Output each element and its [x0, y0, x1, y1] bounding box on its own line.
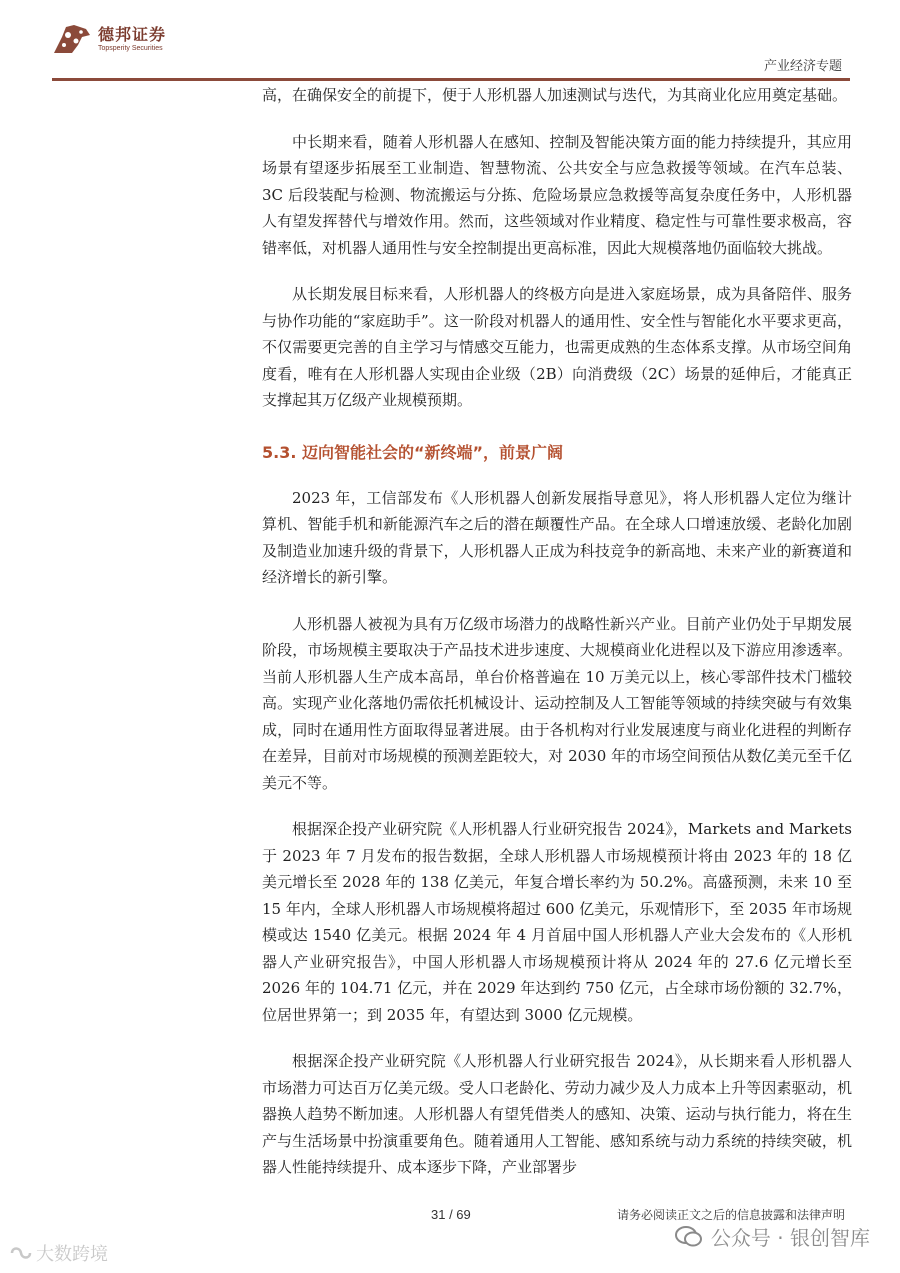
- paragraph-long-term-potential: 根据深企投产业研究院《人形机器人行业研究报告 2024》，从长期来看人形机器人市场潜力可达百万亿美元级。受人口老龄化、劳动力减少及人力成本上升等因素驱动，机器换人趋势不断加速。人形机器人有望凭借类人的感知、决策、运动与执行能力，将在生产与生活场景中扮演重要角色。随着通用人工智能、感知系统与动力系统的持续突破，机器人性能持续提升、成本逐步下降，产业部署步: [262, 1052, 852, 1176]
- watermark-logo-icon: [10, 1244, 32, 1262]
- paragraph-market-forecast: 根据深企投产业研究院《人形机器人行业研究报告 2024》，Markets and Markets 于 2023 年 7 月发布的报告数据，全球人形机器人市场规模预计将由 2023 年的 18 亿美元增长至 2028 年的 138 亿美元，年复合增长率约为 50.2%。高盛预测，未来 10 至 15 年内，全球人形机器人市场规模将超过 600 亿美元，乐观情形下，至 2035 年市场规模或达 1540 亿美元。根据 2024 年 4 月首届中国人形机器人产业大会发布的《人形机器人产业研究报告》，中国人形机器人市场规模预计将从 2024 年的 27.6 亿元增长至 2026 年的 104.71 亿元，并在 2029 年达到约 750 亿元，占全球市场份额的 32.7%，位居世界第一；到 2035 年，有望达到 3000 亿元规模。: [262, 820, 852, 1024]
- wechat-icon: [675, 1226, 703, 1248]
- watermark-text: 大数跨境: [36, 1244, 108, 1265]
- paragraph-continued: 高，在确保安全的前提下，便于人形机器人加速测试与迭代，为其商业化应用奠定基础。: [262, 86, 848, 104]
- page-number: 31 / 69: [431, 1207, 471, 1222]
- paragraph-policy: 2023 年，工信部发布《人形机器人创新发展指导意见》，将人形机器人定位为继计算机、智能手机和新能源汽车之后的潜在颠覆性产品。在全球人口增速放缓、老龄化加剧及制造业加速升级的背景下，人形机器人正成为科技竞争的新高地、未来产业的新赛道和经济增长的新引擎。: [262, 488, 852, 586]
- report-topic: 产业经济专题: [763, 59, 842, 74]
- paragraph-market-potential: 人形机器人被视为具有万亿级市场潜力的战略性新兴产业。目前产业仍处于早期发展阶段，市场规模主要取决于产品技术进步速度、大规模商业化进程以及下游应用渗透率。当前人形机器人生产成本高昂，单台价格普遍在 10 万美元以上，核心零部件技术门槛较高。实现产业化落地仍需依托机械设计、运动控制及人工智能等领域的持续突破与有效集成，同时在通用性方面取得显著进展。由于各机构对行业发展速度与商业化进程的判断存在差异，目前对市场规模的预测差距较大，对 2030 年的市场空间预估从数亿美元至千亿美元不等。: [262, 614, 852, 792]
- brand-name-cn: 德邦证券: [98, 24, 167, 44]
- wechat-watermark: [675, 1222, 870, 1251]
- legal-disclaimer: 请务必阅读正文之后的信息披露和法律声明: [616, 1208, 845, 1222]
- header-divider: [52, 78, 850, 81]
- section-heading: 5.3. 迈向智能社会的“新终端”，前景广阔: [262, 442, 564, 462]
- brand-logo: [52, 22, 292, 56]
- horse-logo-icon: [52, 23, 92, 55]
- paragraph-mid-term: 中长期来看，随着人形机器人在感知、控制及智能决策方面的能力持续提升，其应用场景有望逐步拓展至工业制造、智慧物流、公共安全与应急救援等领域。在汽车总装、3C 后段装配与检测、物流搬运与分拣、危险场景应急救援等高复杂度任务中，人形机器人有望发挥替代与增效作用。然而，这些领域对作业精度、稳定性与可靠性要求极高，容错率低，对机器人通用性与安全控制提出更高标准，因此大规模落地仍面临较大挑战。: [262, 132, 852, 257]
- corner-watermark: [10, 1240, 108, 1266]
- main-content: [262, 82, 852, 1201]
- paragraph-long-term: 从长期发展目标来看，人形机器人的终极方向是进入家庭场景，成为具备陪伴、服务与协作功能的“家庭助手”。这一阶段对机器人的通用性、安全性与智能化水平要求更高，不仅需要更完善的自主学习与情感交互能力，也需更成熟的生态体系支撑。从市场空间角度看，唯有在人形机器人实现由企业级（2B）向消费级（2C）场景的延伸后，才能真正支撑起其万亿级产业规模预期。: [262, 285, 852, 409]
- wechat-account-name: 公众号 · 银创智库: [710, 1226, 870, 1250]
- brand-name-en: Topsperity Securities: [98, 44, 163, 52]
